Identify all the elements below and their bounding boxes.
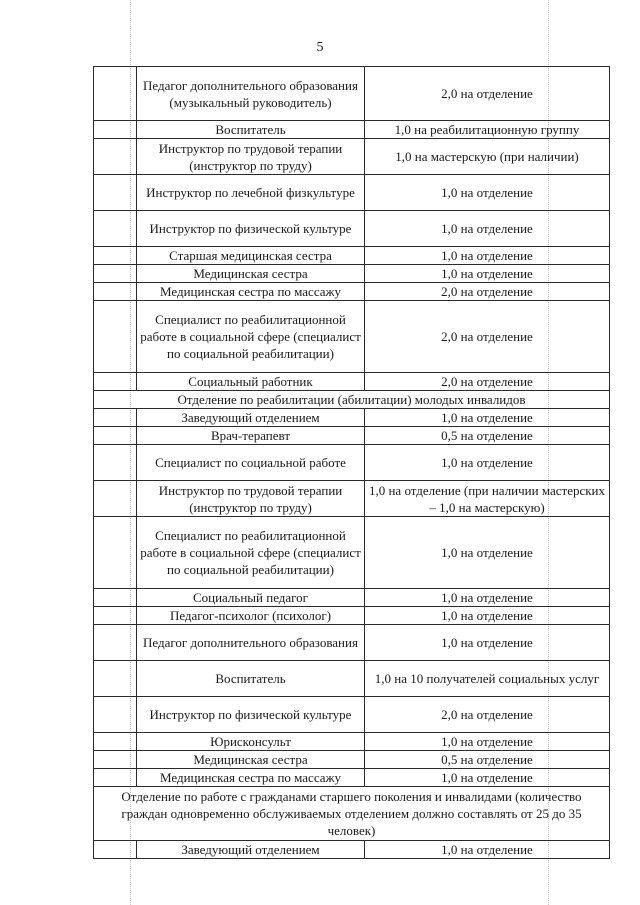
rate-cell: 1,0 на отделение — [365, 589, 610, 607]
position-cell: Медицинская сестра — [137, 265, 365, 283]
row-number-cell — [94, 481, 137, 517]
position-cell: Инструктор по физической культуре — [137, 211, 365, 247]
row-number-cell — [94, 733, 137, 751]
position-cell: Воспитатель — [137, 121, 365, 139]
rate-cell: 1,0 на отделение — [365, 247, 610, 265]
row-number-cell — [94, 607, 137, 625]
rate-cell: 1,0 на мастерскую (при наличии) — [365, 139, 610, 175]
table-row — [94, 661, 610, 697]
row-number-cell — [94, 661, 137, 697]
table-row — [94, 481, 610, 517]
row-number-cell — [94, 139, 137, 175]
rate-cell: 0,5 на отделение — [365, 427, 610, 445]
position-cell: Медицинская сестра по массажу — [137, 769, 365, 787]
position-cell: Специалист по реабилитационной работе в социальной сфере (специалист по социальной реабилитации) — [137, 301, 365, 373]
table-row — [94, 67, 610, 121]
table-row — [94, 283, 610, 301]
position-cell: Инструктор по физической культуре — [137, 697, 365, 733]
table-row — [94, 769, 610, 787]
rate-cell: 1,0 на отделение — [365, 409, 610, 427]
position-cell: Педагог-психолог (психолог) — [137, 607, 365, 625]
position-cell: Воспитатель — [137, 661, 365, 697]
table-row — [94, 697, 610, 733]
row-number-cell — [94, 697, 137, 733]
table-row — [94, 247, 610, 265]
section-header-row — [94, 391, 610, 409]
row-number-cell — [94, 589, 137, 607]
position-cell: Врач-терапевт — [137, 427, 365, 445]
position-cell: Медицинская сестра по массажу — [137, 283, 365, 301]
table-row — [94, 445, 610, 481]
rate-cell: 1,0 на отделение — [365, 841, 610, 859]
table-row — [94, 409, 610, 427]
rate-cell: 2,0 на отделение — [365, 67, 610, 121]
position-cell: Инструктор по лечебной физкультуре — [137, 175, 365, 211]
position-cell: Инструктор по трудовой терапии (инструктор по труду) — [137, 139, 365, 175]
table-row — [94, 841, 610, 859]
row-number-cell — [94, 445, 137, 481]
rate-cell: 1,0 на отделение (при наличии мастерских – 1,0 на мастерскую) — [365, 481, 610, 517]
table-row — [94, 607, 610, 625]
rate-cell: 2,0 на отделение — [365, 301, 610, 373]
row-number-cell — [94, 373, 137, 391]
rate-cell: 1,0 на 10 получателей социальных услуг — [365, 661, 610, 697]
row-number-cell — [94, 751, 137, 769]
row-number-cell — [94, 283, 137, 301]
table-row — [94, 589, 610, 607]
row-number-cell — [94, 841, 137, 859]
rate-cell: 1,0 на отделение — [365, 733, 610, 751]
rate-cell: 2,0 на отделение — [365, 373, 610, 391]
rate-cell: 1,0 на отделение — [365, 769, 610, 787]
row-number-cell — [94, 247, 137, 265]
position-cell: Педагог дополнительного образования (музыкальный руководитель) — [137, 67, 365, 121]
table-row — [94, 139, 610, 175]
table-row — [94, 517, 610, 589]
table-row — [94, 175, 610, 211]
position-cell: Старшая медицинская сестра — [137, 247, 365, 265]
table-row — [94, 301, 610, 373]
section-header-row — [94, 787, 610, 841]
rate-cell: 1,0 на отделение — [365, 211, 610, 247]
position-cell: Специалист по реабилитационной работе в социальной сфере (специалист по социальной реабилитации) — [137, 517, 365, 589]
position-cell: Социальный педагог — [137, 589, 365, 607]
rate-cell: 1,0 на отделение — [365, 445, 610, 481]
position-cell: Юрисконсульт — [137, 733, 365, 751]
rate-cell: 2,0 на отделение — [365, 283, 610, 301]
row-number-cell — [94, 517, 137, 589]
table-row — [94, 265, 610, 283]
row-number-cell — [94, 301, 137, 373]
rate-cell: 1,0 на отделение — [365, 175, 610, 211]
position-cell: Инструктор по трудовой терапии (инструктор по труду) — [137, 481, 365, 517]
staffing-table-body — [94, 67, 610, 859]
position-cell: Медицинская сестра — [137, 751, 365, 769]
page-number: 5 — [316, 40, 324, 55]
position-cell: Специалист по социальной работе — [137, 445, 365, 481]
row-number-cell — [94, 211, 137, 247]
rate-cell: 1,0 на отделение — [365, 265, 610, 283]
position-cell: Заведующий отделением — [137, 409, 365, 427]
table-row — [94, 121, 610, 139]
table-row — [94, 625, 610, 661]
row-number-cell — [94, 625, 137, 661]
rate-cell: 0,5 на отделение — [365, 751, 610, 769]
row-number-cell — [94, 67, 137, 121]
row-number-cell — [94, 769, 137, 787]
position-cell: Заведующий отделением — [137, 841, 365, 859]
table-row — [94, 373, 610, 391]
row-number-cell — [94, 265, 137, 283]
table-row — [94, 751, 610, 769]
row-number-cell — [94, 427, 137, 445]
row-number-cell — [94, 409, 137, 427]
section-title: Отделение по работе с гражданами старшего поколения и инвалидами (количество граждан одновременно обслуживаемых отделением должно составлять от 25 до 35 человек) — [94, 787, 610, 841]
staffing-table — [93, 66, 610, 859]
rate-cell: 1,0 на отделение — [365, 625, 610, 661]
table-row — [94, 733, 610, 751]
position-cell: Педагог дополнительного образования — [137, 625, 365, 661]
section-title: Отделение по реабилитации (абилитации) молодых инвалидов — [94, 391, 610, 409]
rate-cell: 1,0 на реабилитационную группу — [365, 121, 610, 139]
rate-cell: 1,0 на отделение — [365, 607, 610, 625]
row-number-cell — [94, 121, 137, 139]
rate-cell: 1,0 на отделение — [365, 517, 610, 589]
position-cell: Социальный работник — [137, 373, 365, 391]
table-row — [94, 211, 610, 247]
rate-cell: 2,0 на отделение — [365, 697, 610, 733]
row-number-cell — [94, 175, 137, 211]
table-row — [94, 427, 610, 445]
